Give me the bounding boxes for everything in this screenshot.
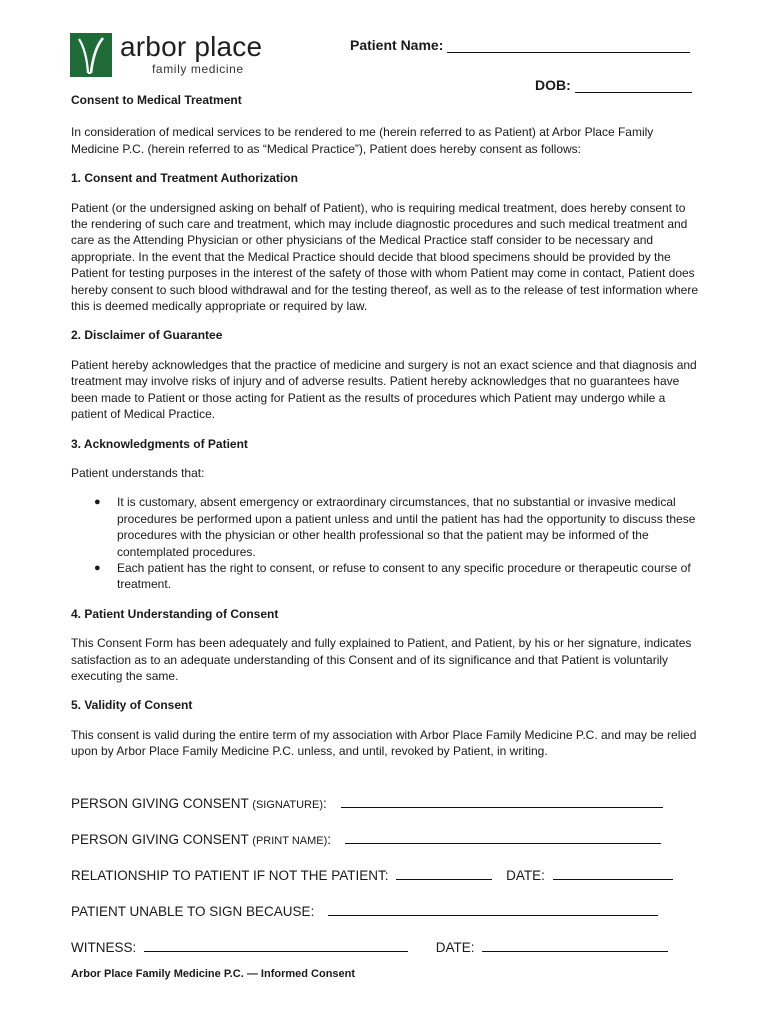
relationship-row: [71, 868, 673, 883]
leaf-logo-icon: [70, 33, 112, 77]
section-heading: 4. Patient Understanding of Consent: [71, 606, 279, 621]
list-item-text: Each patient has the right to consent, or refuse to consent to any specific procedure or therapeutic course of treatment.: [117, 560, 691, 592]
print-name-row: PERSON GIVING CONSENT (PRINT NAME):: [71, 832, 661, 847]
section-body: Patient understands that:: [71, 465, 205, 480]
bullet-icon: ●: [94, 496, 101, 509]
consent-body: [71, 92, 703, 773]
section-body: Patient (or the undersigned asking on behalf of Patient), who is requiring medical treatment, does hereby consent to the rendering of such care and treatment, which may include diagnostic procedures and such medical treatment and care as the Attending Physician or other physicians of the Medical Practice staff consider to be necessary and appropriate. In the event that the Medical Practice should decide that blood specimens should be provided by the Patient for testing purposes in the interest of the safety of those with whom Patient may come in contact, Patient does hereby consent to such blood withdrawal and for the testing thereof, as well as to the release of test information where this is deemed medically appropriate or required by law.: [71, 200, 699, 314]
list-item: [71, 560, 703, 593]
logo-subtitle: family medicine: [152, 62, 244, 76]
patient-name-label: Patient Name:: [350, 37, 444, 53]
section-body: This consent is valid during the entire term of my association with Arbor Place Family Medicine P.C. and may be relied upon by Arbor Place Family Medicine P.C. unless, and until, revoked by Patient, in writing.: [71, 727, 697, 759]
witness-date-line[interactable]: [482, 940, 668, 952]
signature-qualifier: (SIGNATURE): [252, 799, 323, 811]
section-body: Patient hereby acknowledges that the practice of medicine and surgery is not an exact science and that diagnosis and treatment may involve risks of injury and of adverse results. Patient hereby acknowledges that no guarantees have been made to Patient or those acting for Patient as the results of procedures which Patient may undergo while a patient of Medical Practice.: [71, 357, 697, 422]
signature-row: PERSON GIVING CONSENT (SIGNATURE):: [71, 796, 663, 811]
relationship-label: RELATIONSHIP TO PATIENT IF NOT THE PATIENT:: [71, 868, 389, 883]
unable-to-sign-row: [71, 904, 658, 919]
signature-line[interactable]: [341, 796, 663, 808]
dob-line[interactable]: [575, 79, 692, 93]
list-item-text: It is customary, absent emergency or extraordinary circumstances, that no substantial or invasive medical procedures be performed upon a patient unless and until the patient has had the opportunity to discuss these procedures with the physician or other health professional so that the patient may be informed of the contemplated procedures.: [117, 495, 696, 559]
document-title: Consent to Medical Treatment: [71, 93, 242, 107]
dob-field[interactable]: [535, 77, 692, 93]
relationship-date-line[interactable]: [553, 868, 673, 880]
section-heading: 3. Acknowledgments of Patient: [71, 436, 248, 451]
patient-name-field[interactable]: [350, 37, 690, 53]
unable-to-sign-label: PATIENT UNABLE TO SIGN BECAUSE:: [71, 904, 315, 919]
unable-to-sign-line[interactable]: [328, 904, 658, 916]
witness-line[interactable]: [144, 940, 408, 952]
section-body: This Consent Form has been adequately and fully explained to Patient, and Patient, by his or her signature, indicates satisfaction as to an adequate understanding of this Consent and of its significance and that Patient is voluntarily executing the same.: [71, 636, 692, 683]
logo-brand-name: arbor place: [120, 31, 263, 62]
witness-date-label: DATE:: [435, 940, 475, 955]
page-footer: Arbor Place Family Medicine P.C. — Informed Consent: [71, 968, 356, 980]
section-heading: 5. Validity of Consent: [71, 698, 193, 713]
signature-label: PERSON GIVING CONSENT: [71, 796, 249, 811]
intro-paragraph: In consideration of medical services to be rendered to me (herein referred to as Patient) at Arbor Place Family Medicine P.C. (herein referred to as “Medical Practice”), Patient does hereby consent as follows:: [71, 125, 654, 156]
relationship-date-label: DATE:: [506, 868, 545, 883]
print-name-qualifier: (PRINT NAME): [252, 835, 328, 847]
list-item: [71, 494, 703, 560]
relationship-line[interactable]: [396, 868, 492, 880]
section-heading: 1. Consent and Treatment Authorization: [71, 171, 298, 186]
witness-label: WITNESS:: [71, 940, 137, 955]
witness-row: [71, 940, 668, 955]
patient-name-line[interactable]: [447, 39, 690, 53]
section-heading: 2. Disclaimer of Guarantee: [71, 328, 223, 343]
acknowledgment-list: [71, 494, 703, 592]
print-name-label: PERSON GIVING CONSENT: [71, 832, 249, 847]
practice-logo: [70, 33, 280, 79]
bullet-icon: ●: [94, 561, 101, 574]
print-name-line[interactable]: [345, 832, 661, 844]
dob-label: DOB:: [535, 77, 571, 93]
